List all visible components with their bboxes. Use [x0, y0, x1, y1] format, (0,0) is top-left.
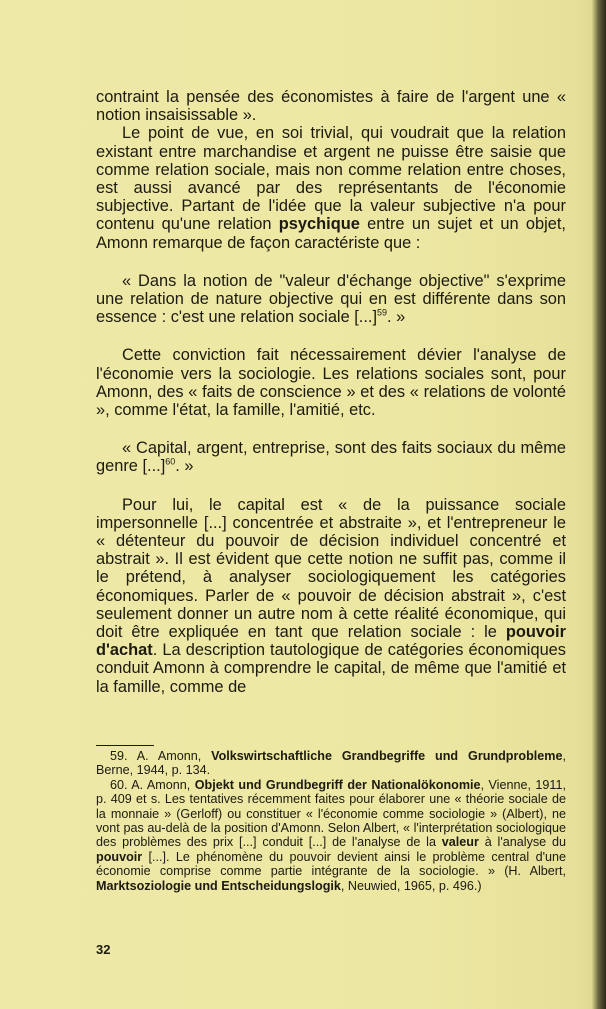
emphasis-psychique: psychique [278, 215, 360, 234]
book-spine-shadow [592, 0, 606, 1009]
footnotes [96, 749, 566, 893]
quote-59: « Dans la notion de "valeur d'échange objective" s'exprime une relation de nature objective qui en est différente dans son essence : c'est une relation sociale [...]$^{59}$. » [96, 271, 566, 327]
quote-60: « Capital, argent, entreprise, sont des faits sociaux du même genre [...]$^{60}$. » [96, 439, 566, 476]
paragraph-1: contraint la pensée des économistes à faire de l'argent une « notion insaisissable ». [96, 88, 566, 125]
footnote-60: 60. A. Amonn, Objekt und Grundbegriff der Nationalökonomie, Vienne, 1911, p. 409 et s. Les tentatives récemment faites pour élaborer une « théorie sociale de la monnaie » (Gerloff) ou constituer « l'économie comme sociologie » (Albert), ne vont pas au-delà de la position d'Amonn. Selon Albert, « l'interprétation sociologique des problèmes des prix [...] conduit [...] de l'analyse de la valeur à l'analyse du pouvoir [...]. Le phénomène du pouvoir devient ainsi le problème central d'une économie comprise comme partie intégrante de la sociologie. » (H. Albert, Marktsoziologie und Entscheidungslogik, Neuwied, 1965, p. 496.) [96, 777, 566, 893]
emphasis-pouvoir-achat: pouvoir d'achat [96, 623, 566, 660]
footnote-ref-60: 60 [165, 456, 176, 467]
page-number: 32 [96, 942, 111, 957]
footnote-rule [96, 745, 154, 746]
paragraph-2: Le point de vue, en soi trivial, qui voudrait que la relation existant entre marchandise et argent ne puisse être saisie que comme relation sociale, mais non comme relation entre choses, est aussi avancé par des représentants de l'économie subjective. Partant de l'idée que la valeur subjective n'a pour contenu qu'une relation psychique entre un sujet et un objet, Amonn remarque de façon caractériste que : [96, 124, 566, 252]
paragraph-4: Pour lui, le capital est « de la puissance sociale impersonnelle [...] concentrée et abstraite », et l'entrepreneur le « détenteur du pouvoir de décision individuel concentré et abstrait ». Il est évident que cette notion ne suffit pas, comme il le prétend, à analyser sociologiquement les catégories économiques. Parler de « pouvoir de décision abstrait », c'est seulement donner un autre nom à cette réalité économique, qui doit être expliquée en tant que relation sociale : le pouvoir d'achat. La description tautologique de catégories économiques conduit Amonn à comprendre le capital, de même que l'amitié et la famille, comme de [96, 495, 566, 696]
paragraph-3: Cette conviction fait nécessairement dévier l'analyse de l'économie vers la sociologie. Les relations sociales sont, pour Amonn, des « faits de conscience » et des « relations de volonté », comme l'état, la famille, l'amitié, etc. [96, 346, 566, 420]
footnote-ref-59: 59 [377, 307, 388, 318]
footnote-59: 59. A. Amonn, Volkswirtschaftliche Grandbegriffe und Grundprobleme, Berne, 1944, p. 134. [96, 749, 566, 778]
body-text [96, 88, 566, 696]
